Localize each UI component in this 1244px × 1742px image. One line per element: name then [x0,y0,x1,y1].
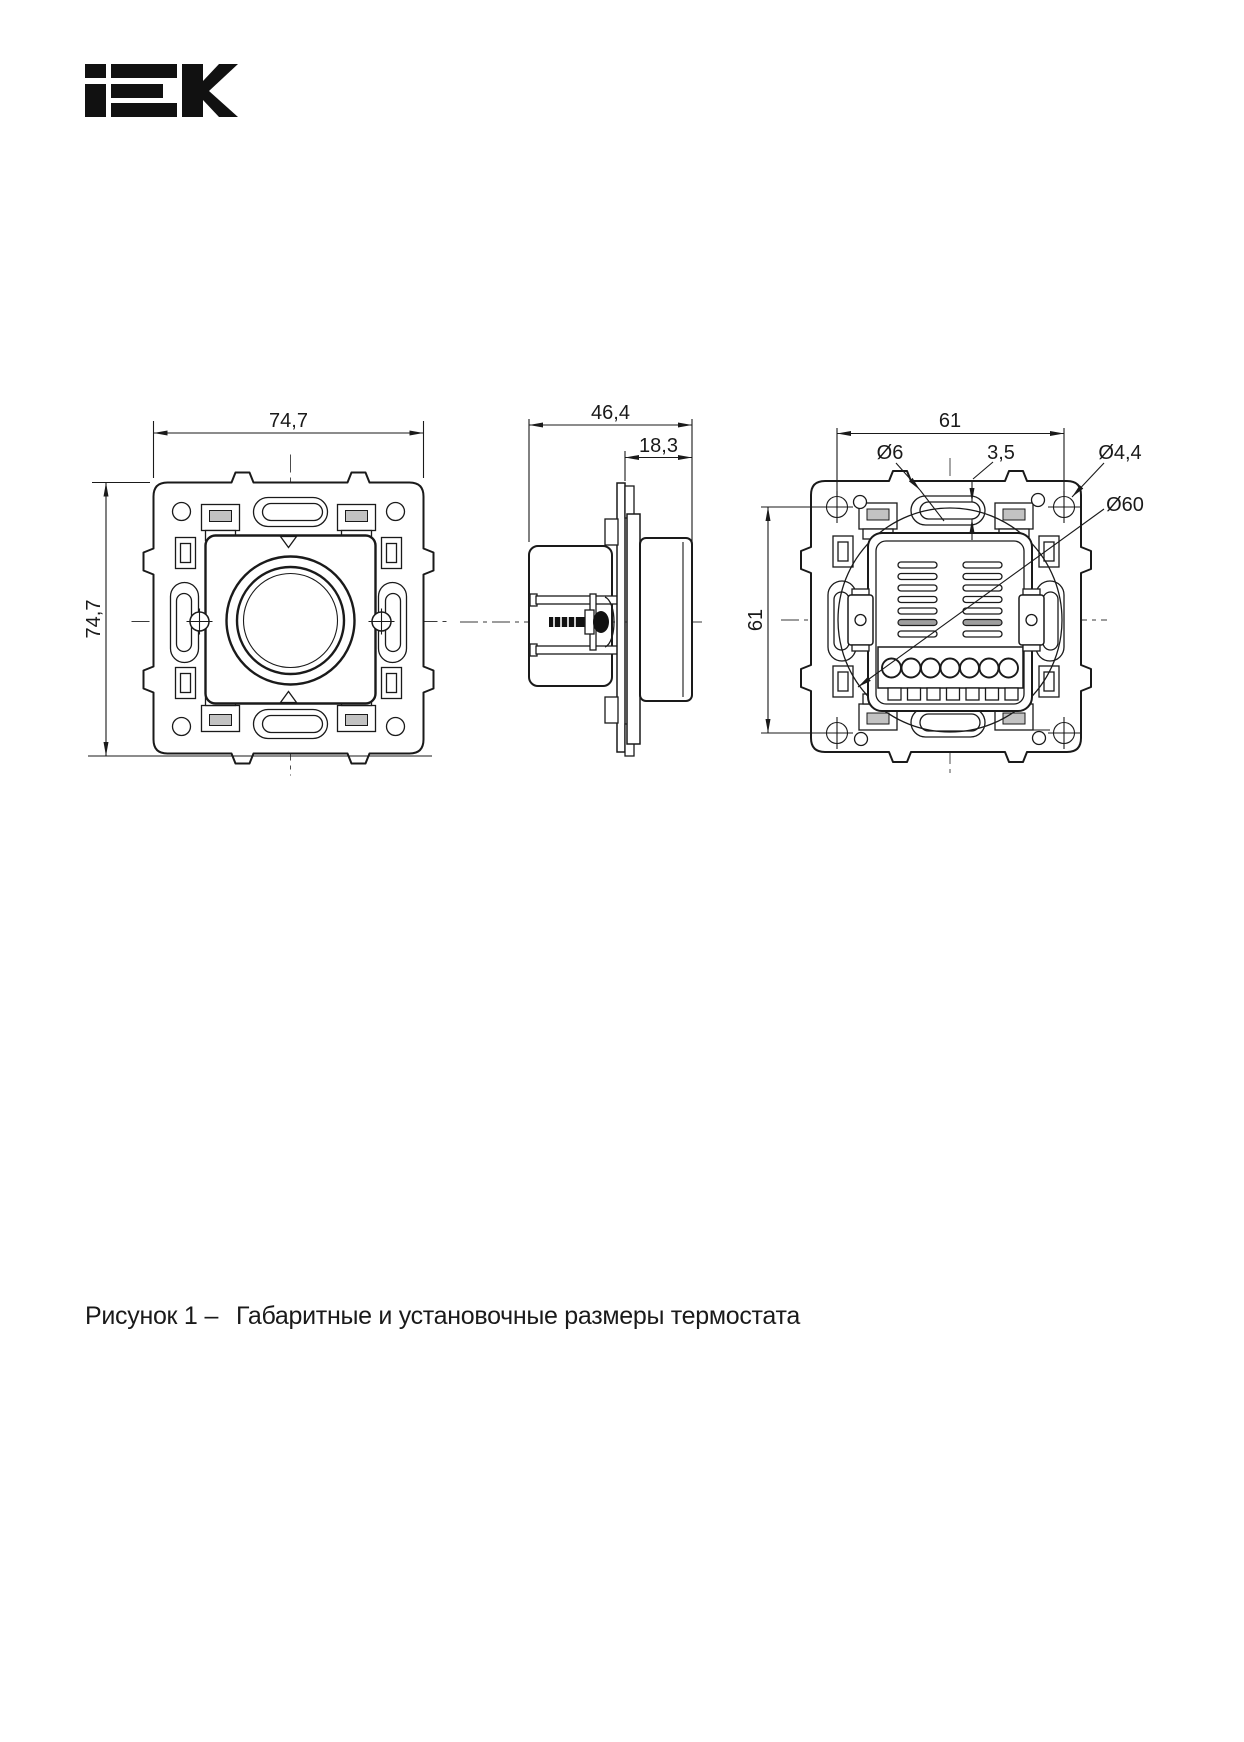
dim-side-depth-label: 46,4 [591,402,630,424]
callout-top-slot-dia-label: Ø6 [876,442,904,464]
figure-caption [85,1302,800,1331]
callout-slot-width-label: 3,5 [987,442,1015,464]
dim-rear-width-label: 61 [938,410,962,432]
figure-caption-text: Габаритные и установочные размеры термостата [236,1302,800,1330]
dim-side-knob-depth [625,435,692,481]
callout-mount-hole-dia-label: Ø4,4 [1098,442,1142,464]
rear-housing [529,546,620,686]
callout-mount-hole-dia [1072,442,1142,497]
callout-recess-dia-label: Ø60 [1106,494,1144,516]
front-view [83,410,451,776]
figure-caption-dash: – [204,1302,219,1330]
knob-profile [640,538,692,701]
side-view [460,402,706,756]
dim-front-height-label: 74,7 [83,599,105,639]
claw-clamp-right [1019,589,1044,651]
rear-view [745,410,1144,776]
dim-side-knob-depth-label: 18,3 [639,435,678,457]
dim-rear-height-label: 61 [745,608,767,632]
claw-clamp-left [848,589,873,651]
faceplate [206,536,376,704]
figure-caption-label: Рисунок 1 [85,1302,198,1330]
dim-front-width-label: 74,7 [269,410,308,432]
dim-front-width [154,410,424,478]
